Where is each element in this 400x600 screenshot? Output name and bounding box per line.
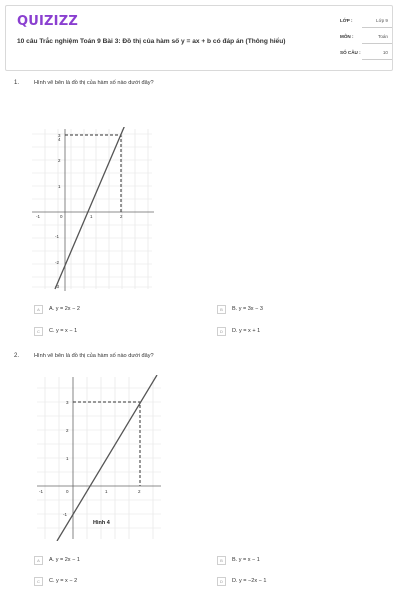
y-tick-label: 1 — [58, 184, 61, 189]
question-2-text: Hình vẽ bên là đồ thị của hàm số nào dưới đây? — [34, 353, 154, 359]
option-letter-box: B — [217, 556, 226, 565]
answer-text: C. y = x − 2 — [49, 578, 78, 584]
option-letter-box: D — [217, 577, 226, 586]
x-tick-label: 2 — [138, 489, 141, 494]
y-tick-label: 3 — [66, 400, 69, 405]
x-tick-label: -1 — [39, 489, 44, 494]
x-tick-label: 0 — [66, 489, 69, 494]
quizizz-logo: QUIZIZZ — [17, 14, 78, 29]
y-tick-label: 4 — [58, 137, 61, 142]
meta-divider — [362, 43, 392, 44]
y-tick-label: -2 — [55, 260, 60, 265]
answer-option-d[interactable] — [217, 327, 357, 336]
meta-divider — [362, 59, 392, 60]
y-tick-label: -1 — [55, 234, 60, 239]
x-tick-label: 2 — [120, 214, 123, 219]
answer-text: D. y = x + 1 — [232, 328, 261, 334]
answer-option-d[interactable] — [217, 577, 357, 586]
x-tick-label: 1 — [90, 214, 93, 219]
x-tick-label: 1 — [105, 489, 108, 494]
meta-subject — [340, 30, 392, 44]
option-letter-box: C — [34, 577, 43, 586]
answer-option-a[interactable] — [34, 556, 174, 565]
meta-divider — [362, 27, 392, 28]
graph-background — [30, 127, 158, 293]
y-tick-label: 3 — [58, 133, 61, 138]
y-tick-label: -1 — [63, 512, 68, 517]
option-letter-box: A — [34, 556, 43, 565]
question-2-number: 2. — [14, 353, 20, 359]
graph-caption: Hình 4 — [93, 520, 110, 526]
meta-subject-label: MÔN : — [340, 34, 354, 39]
y-tick-label: 1 — [66, 456, 69, 461]
answer-text: A. y = 2x − 1 — [49, 557, 80, 563]
question-1-text: Hình vẽ bên là đồ thị của hàm số nào dưới đây? — [34, 80, 154, 86]
x-tick-label: -1 — [36, 214, 41, 219]
meta-grade-value: Lớp 9 — [376, 18, 388, 23]
answer-option-c[interactable] — [34, 327, 174, 336]
meta-count-label: SỐ CÂU : — [340, 50, 361, 55]
answer-text: C. y = x − 1 — [49, 328, 78, 334]
answer-option-b[interactable] — [217, 305, 357, 314]
answer-text: D. y = −2x − 1 — [232, 578, 267, 584]
y-tick-label: 2 — [58, 158, 61, 163]
worksheet-header — [5, 5, 393, 71]
option-letter-box: A — [34, 305, 43, 314]
meta-count — [340, 46, 392, 60]
option-letter-box: C — [34, 327, 43, 336]
meta-subject-value: Toán — [378, 34, 388, 39]
meta-grade-label: LỚP : — [340, 18, 353, 23]
question-1-number: 1. — [14, 80, 20, 86]
question-1-graph — [30, 127, 158, 293]
y-tick-label: -3 — [55, 284, 60, 289]
question-2-graph — [35, 375, 163, 541]
answer-text: A. y = 2x − 2 — [49, 306, 80, 312]
meta-count-value: 10 — [382, 50, 388, 55]
worksheet-title: 10 câu Trắc nghiệm Toán 9 Bài 3: Đồ thị của hàm số y = ax + b có đáp án (Thông hiểu) — [17, 38, 286, 45]
meta-grade — [340, 14, 392, 28]
x-tick-label: 0 — [60, 214, 63, 219]
answer-text: B. y = 3x − 3 — [232, 306, 263, 312]
y-tick-label: 2 — [66, 428, 69, 433]
option-letter-box: B — [217, 305, 226, 314]
answer-option-c[interactable] — [34, 577, 174, 586]
option-letter-box: D — [217, 327, 226, 336]
answer-option-b[interactable] — [217, 556, 357, 565]
answer-text: B. y = x − 1 — [232, 557, 260, 563]
answer-option-a[interactable] — [34, 305, 174, 314]
